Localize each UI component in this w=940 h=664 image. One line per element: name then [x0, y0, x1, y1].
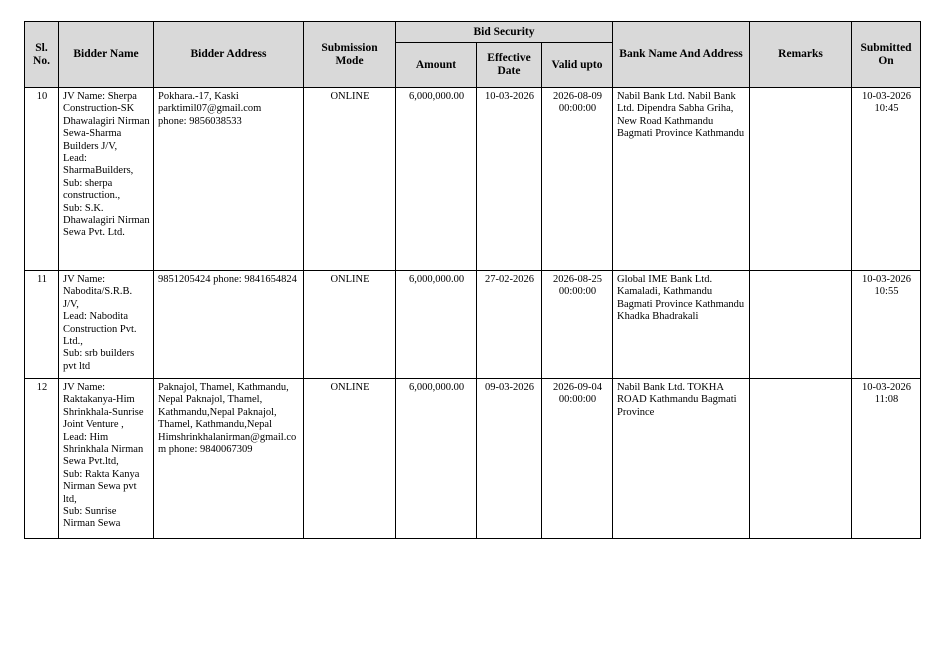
- row-bidder-name: JV Name: Raktakanya-Him Shrinkhala-Sunrise Joint Venture , Lead: Him Shrinkhala Nirman Sewa Pvt.ltd, Sub: Rakta Kanya Nirman Sewa pvt ltd, Sub: Sunrise Nirman Sewa: [59, 379, 154, 539]
- row-mode: ONLINE: [304, 88, 396, 271]
- row-remarks: [750, 271, 852, 379]
- bids-table: [24, 21, 921, 539]
- header-bidder-address: Bidder Address: [154, 22, 304, 88]
- header-sl-no: Sl. No.: [25, 22, 59, 88]
- row-bidder-name: JV Name: Sherpa Construction-SK Dhawalagiri Nirman Sewa-Sharma Builders J/V, Lead: SharmaBuilders, Sub: sherpa construction., Sub: S.K. Dhawalagiri Nirman Sewa Pvt. Ltd.: [59, 88, 154, 271]
- header-submitted-on: Submitted On: [852, 22, 921, 88]
- row-bidder-address: Pokhara.-17, Kaski parktimil07@gmail.com phone: 9856038533: [154, 88, 304, 271]
- table-row: [25, 379, 921, 539]
- row-mode: ONLINE: [304, 271, 396, 379]
- header-bank: Bank Name And Address: [613, 22, 750, 88]
- row-remarks: [750, 379, 852, 539]
- row-effective-date: 10-03-2026: [477, 88, 542, 271]
- header-valid-upto: Valid upto: [542, 43, 613, 88]
- header-remarks: Remarks: [750, 22, 852, 88]
- row-submitted-on: 10-03-2026 10:55: [852, 271, 921, 379]
- row-sl: 10: [25, 88, 59, 271]
- header-effective-date: Effective Date: [477, 43, 542, 88]
- header-submission-mode: Submission Mode: [304, 22, 396, 88]
- header-amount: Amount: [396, 43, 477, 88]
- row-sl: 12: [25, 379, 59, 539]
- row-valid-upto: 2026-09-04 00:00:00: [542, 379, 613, 539]
- row-amount: 6,000,000.00: [396, 88, 477, 271]
- row-bank: Nabil Bank Ltd. Nabil Bank Ltd. Dipendra Sabha Griha, New Road Kathmandu Bagmati Province Kathmandu: [613, 88, 750, 271]
- row-bidder-name: JV Name: Nabodita/S.R.B. J/V, Lead: Nabodita Construction Pvt. Ltd., Sub: srb builders pvt ltd: [59, 271, 154, 379]
- row-sl: 11: [25, 271, 59, 379]
- header-bid-security: Bid Security: [396, 22, 613, 43]
- row-submitted-on: 10-03-2026 10:45: [852, 88, 921, 271]
- row-valid-upto: 2026-08-25 00:00:00: [542, 271, 613, 379]
- row-bidder-address: Paknajol, Thamel, Kathmandu, Nepal Paknajol, Thamel, Kathmandu,Nepal Paknajol, Thamel, Kathmandu,Nepal Himshrinkhalanirman@gmail.com phone: 9840067309: [154, 379, 304, 539]
- row-amount: 6,000,000.00: [396, 379, 477, 539]
- row-bank: Global IME Bank Ltd. Kamaladi, Kathmandu Bagmati Province Kathmandu Khadka Bhadrakali: [613, 271, 750, 379]
- row-effective-date: 09-03-2026: [477, 379, 542, 539]
- table-row: [25, 88, 921, 271]
- row-bidder-address: 9851205424 phone: 9841654824: [154, 271, 304, 379]
- row-submitted-on: 10-03-2026 11:08: [852, 379, 921, 539]
- row-valid-upto: 2026-08-09 00:00:00: [542, 88, 613, 271]
- row-bank: Nabil Bank Ltd. TOKHA ROAD Kathmandu Bagmati Province: [613, 379, 750, 539]
- row-mode: ONLINE: [304, 379, 396, 539]
- row-amount: 6,000,000.00: [396, 271, 477, 379]
- table-row: [25, 271, 921, 379]
- row-effective-date: 27-02-2026: [477, 271, 542, 379]
- row-remarks: [750, 88, 852, 271]
- header-bidder-name: Bidder Name: [59, 22, 154, 88]
